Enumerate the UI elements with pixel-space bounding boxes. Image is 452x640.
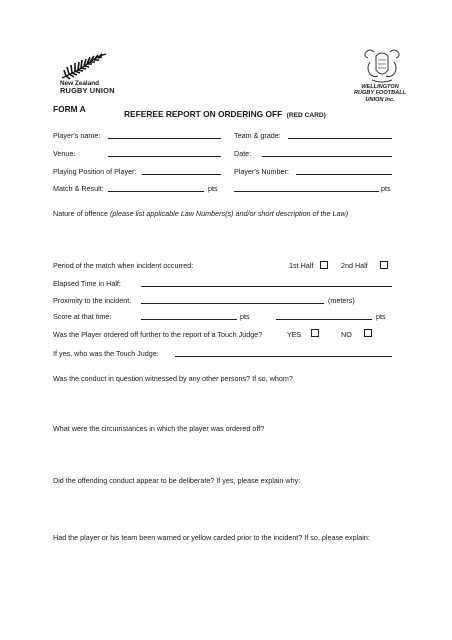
players-number-label: Player's Number: bbox=[234, 167, 289, 176]
score-pts-2: pts bbox=[376, 312, 386, 321]
touch-judge-no-label: NO bbox=[341, 330, 352, 339]
nature-hint: (please list applicable Law Numbers(s) and/or short description of the Law) bbox=[110, 209, 349, 218]
players-name-field[interactable] bbox=[108, 138, 221, 139]
score-field-1[interactable] bbox=[141, 319, 237, 320]
second-half-label: 2nd Half bbox=[341, 261, 368, 270]
crest-icon bbox=[360, 46, 404, 84]
score-label: Score at that time: bbox=[53, 312, 112, 321]
first-half-label: 1st Half bbox=[289, 261, 314, 270]
logo-right-line2: RUGBY FOOTBALL bbox=[353, 90, 407, 97]
score-pts-1: pts bbox=[240, 312, 250, 321]
logo-left-line2: RUGBY UNION bbox=[60, 86, 115, 95]
question-warned: Had the player or his team been warned or yellow carded prior to the incident? If so, please explain: bbox=[53, 533, 370, 542]
players-number-field[interactable] bbox=[296, 174, 392, 175]
form-title bbox=[124, 104, 326, 122]
match-result-field-1[interactable] bbox=[108, 191, 204, 192]
touch-judge-who-field[interactable] bbox=[175, 356, 392, 357]
proximity-label: Proximity to the incident: bbox=[53, 296, 132, 305]
touch-judge-yes-label: YES bbox=[287, 330, 302, 339]
touch-judge-question: Was the Player ordered off further to the report of a Touch Judge? bbox=[53, 330, 263, 339]
period-label: Period of the match when incident occurred: bbox=[53, 261, 194, 270]
date-field[interactable] bbox=[262, 156, 392, 157]
playing-position-field[interactable] bbox=[142, 174, 221, 175]
form-title-suffix: (RED CARD) bbox=[286, 112, 326, 119]
question-deliberate: Did the offending conduct appear to be deliberate? If yes, please explain why: bbox=[53, 476, 301, 485]
proximity-unit: (meters) bbox=[328, 296, 355, 305]
touch-judge-who-label: If yes, who was the Touch Judge: bbox=[53, 349, 159, 358]
elapsed-label: Elapsed Time in Half: bbox=[53, 279, 121, 288]
players-name-label: Player's name: bbox=[53, 131, 101, 140]
question-witnessed: Was the conduct in question witnessed by any other persons? If so, whom? bbox=[53, 374, 293, 383]
nzru-logo bbox=[58, 52, 115, 95]
proximity-field[interactable] bbox=[141, 303, 324, 304]
nature-of-offence bbox=[53, 209, 348, 218]
wellington-logo bbox=[340, 46, 420, 104]
match-result-pts-2: pts bbox=[381, 184, 391, 193]
logo-right-line1: WELLINGTON bbox=[361, 84, 399, 90]
match-result-field-2[interactable] bbox=[234, 191, 379, 192]
first-half-checkbox[interactable] bbox=[320, 261, 328, 269]
elapsed-field[interactable] bbox=[141, 286, 392, 287]
touch-judge-no-checkbox[interactable] bbox=[364, 329, 372, 337]
touch-judge-yes-checkbox[interactable] bbox=[311, 329, 319, 337]
question-circumstances: What were the circumstances in which the player was ordered off? bbox=[53, 424, 265, 433]
playing-position-label: Playing Position of Player: bbox=[53, 167, 137, 176]
form-title-text: REFEREE REPORT ON ORDERING OFF bbox=[124, 109, 283, 119]
second-half-checkbox[interactable] bbox=[380, 261, 388, 269]
nature-label: Nature of offence bbox=[53, 209, 109, 218]
date-label: Date: bbox=[234, 149, 252, 158]
team-grade-label: Team & grade: bbox=[234, 131, 281, 140]
match-result-pts-1: pts bbox=[208, 184, 218, 193]
venue-label: Venue: bbox=[53, 149, 76, 158]
match-result-label: Match & Result: bbox=[53, 184, 104, 193]
form-code: FORM A bbox=[53, 104, 86, 114]
silver-fern-icon bbox=[60, 52, 108, 80]
team-grade-field[interactable] bbox=[288, 138, 392, 139]
score-field-2[interactable] bbox=[276, 319, 372, 320]
venue-field[interactable] bbox=[108, 156, 221, 157]
logo-right-line3: UNION Inc. bbox=[365, 96, 395, 103]
logo-left-line1: New Zealand bbox=[60, 80, 100, 87]
